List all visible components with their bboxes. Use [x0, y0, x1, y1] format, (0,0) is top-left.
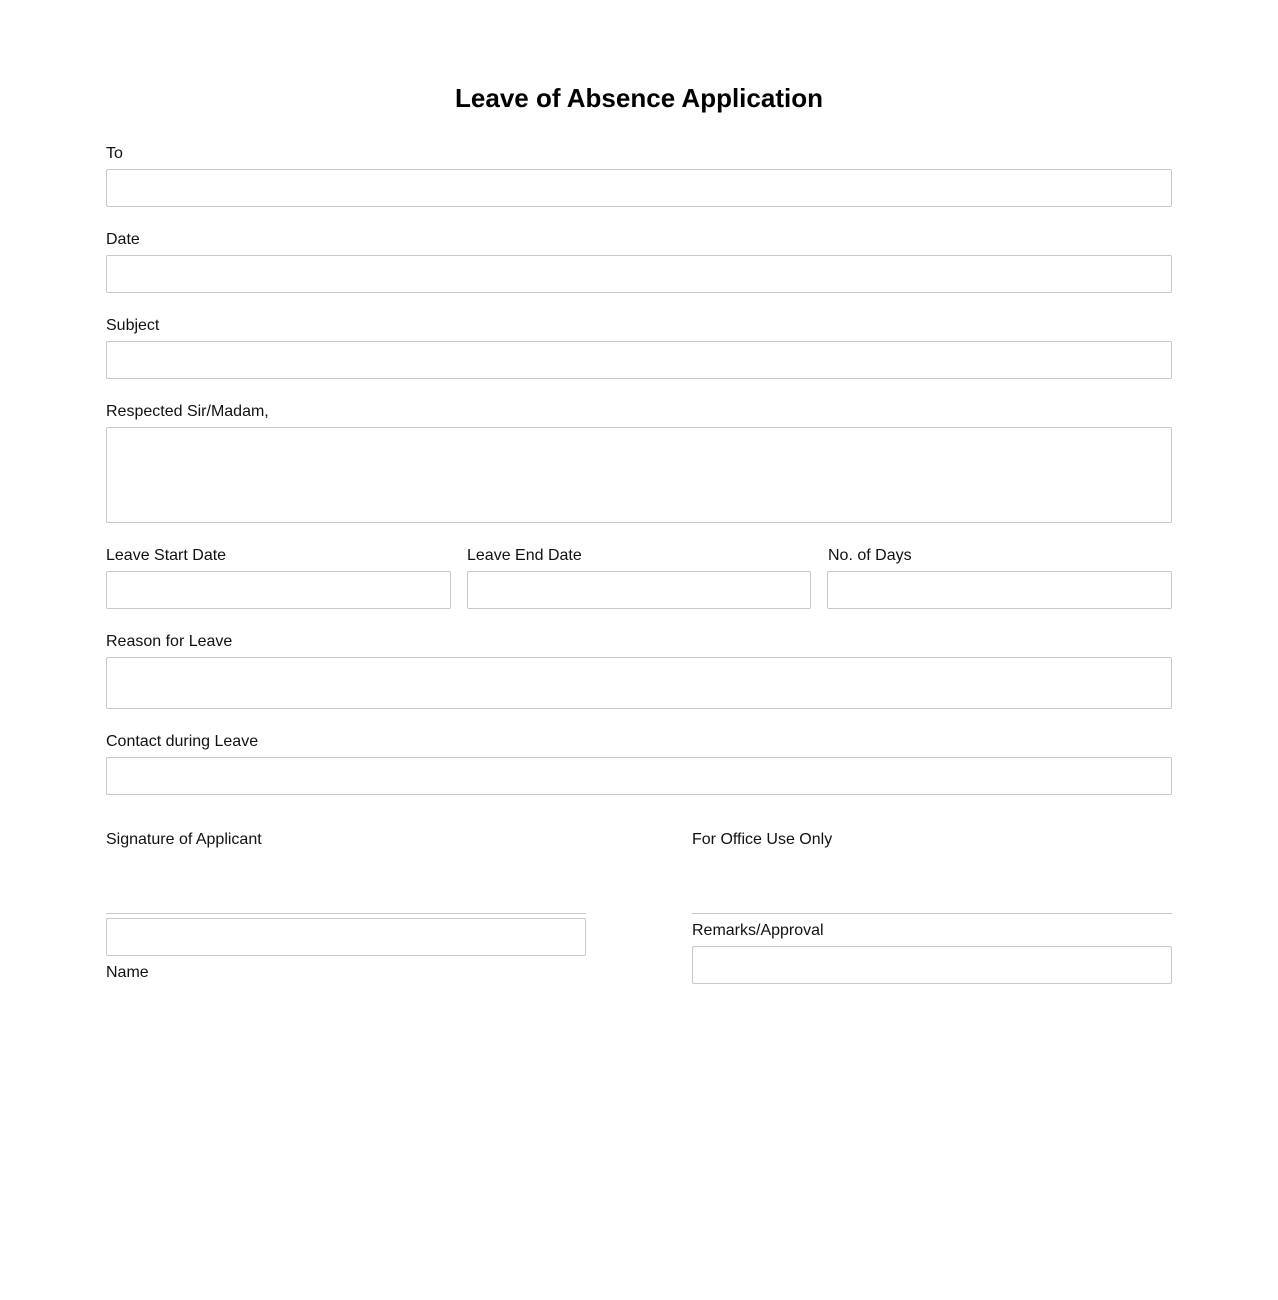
num-days-label: No. of Days: [828, 547, 912, 564]
office-use-divider: [692, 913, 1172, 914]
salutation-label: Respected Sir/Madam,: [106, 403, 269, 420]
date-input[interactable]: [106, 255, 1172, 293]
signature-heading: Signature of Applicant: [106, 831, 262, 848]
page-title: Leave of Absence Application: [455, 83, 823, 113]
leave-end-input[interactable]: [467, 571, 811, 609]
office-use-heading: For Office Use Only: [692, 831, 833, 848]
leave-start-label: Leave Start Date: [106, 547, 227, 564]
leave-end-label: Leave End Date: [467, 547, 582, 564]
to-input[interactable]: [106, 169, 1172, 207]
contact-input[interactable]: [106, 757, 1172, 795]
to-label: To: [106, 145, 123, 162]
reason-textarea[interactable]: [106, 657, 1172, 709]
leave-start-input[interactable]: [106, 571, 451, 609]
name-input[interactable]: [106, 918, 586, 956]
remarks-input[interactable]: [692, 946, 1172, 984]
signature-line: [106, 913, 586, 914]
date-label: Date: [106, 231, 140, 248]
reason-label: Reason for Leave: [106, 633, 233, 650]
subject-input[interactable]: [106, 341, 1172, 379]
subject-label: Subject: [106, 317, 160, 334]
num-days-input[interactable]: [827, 571, 1172, 609]
name-label: Name: [106, 964, 149, 981]
remarks-label: Remarks/Approval: [692, 922, 824, 939]
contact-label: Contact during Leave: [106, 733, 259, 750]
body-textarea[interactable]: [106, 427, 1172, 523]
